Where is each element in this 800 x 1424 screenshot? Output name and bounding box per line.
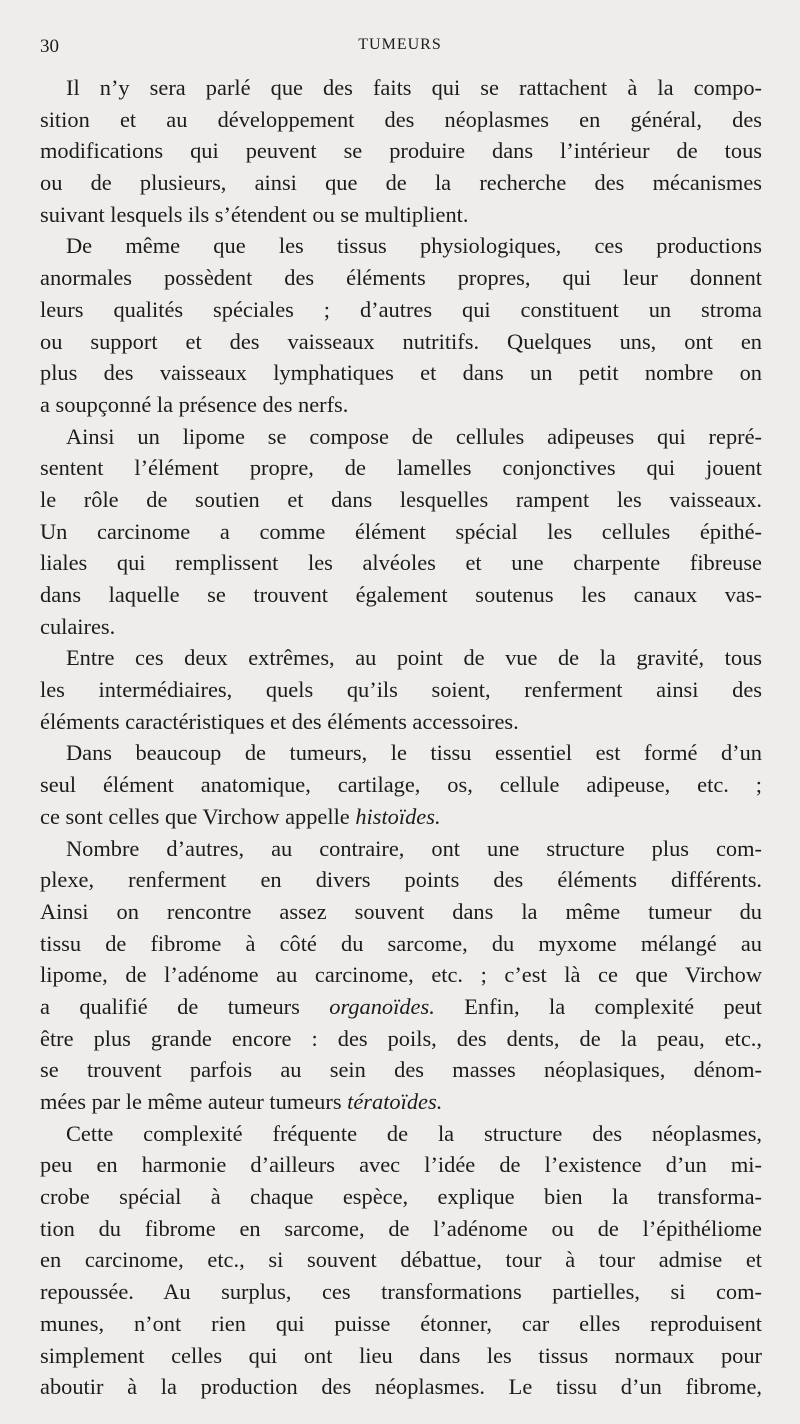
text-line: Il n’y sera parlé que des faits qui se rattachent à la compo- xyxy=(66,75,762,100)
text-line: anormales possèdent des éléments propres, qui leur donnent xyxy=(40,265,762,291)
text-line: De même que les tissus physiologiques, ces productions xyxy=(66,233,762,259)
text-line: Entre ces deux extrêmes, au point de vue de la gravité, tous xyxy=(66,645,762,671)
text-line: sentent l’élément propre, de lamelles conjonctives qui jouent xyxy=(40,455,762,481)
text-line: Cette complexité fréquente de la structure des néoplasmes, xyxy=(66,1120,762,1146)
text-line: éléments caractéristiques et des éléments accessoires. xyxy=(40,708,519,734)
text-line: plus des vaisseaux lymphatiques et dans un petit nombre on xyxy=(40,360,762,386)
text-line: aboutir à la production des néoplasmes. Le tissu d’un fibrome, xyxy=(40,1374,762,1400)
paragraph xyxy=(40,737,762,832)
text-line: sition et au développement des néoplasmes en général, des xyxy=(40,106,762,132)
text-line: tion du fibrome en sarcome, de l’adénome ou de l’épithéliome xyxy=(40,1215,762,1241)
paragraph xyxy=(40,421,762,643)
text-line: tissu de fibrome à côté du sarcome, du myxome mélangé au xyxy=(40,930,762,956)
text-line: se trouvent parfois au sein des masses néoplasiques, dénom- xyxy=(40,1057,762,1083)
text-line: munes, n’ont rien qui puisse étonner, car elles reproduisent xyxy=(40,1310,762,1336)
paragraph xyxy=(40,642,762,737)
paragraph xyxy=(40,230,762,420)
text-line: Un carcinome a comme élément spécial les cellules épithé- xyxy=(40,518,762,544)
text-line: Ainsi un lipome se compose de cellules adipeuses qui repré- xyxy=(66,423,762,449)
text-line: crobe spécial à chaque espèce, explique bien la transforma- xyxy=(40,1184,762,1210)
running-title: TUMEURS xyxy=(358,36,442,53)
body-text xyxy=(40,72,762,1403)
text-line: Nombre d’autres, au contraire, ont une structure plus com- xyxy=(66,835,762,861)
text-line: liales qui remplissent les alvéoles et une charpente fibreuse xyxy=(40,550,762,576)
text-line: être plus grande encore : des poils, des dents, de la peau, etc., xyxy=(40,1025,762,1051)
paragraph xyxy=(40,72,762,230)
text-line: a qualifié de tumeurs organoïdes. Enfin, la complexité peut xyxy=(40,993,762,1019)
text-line: suivant lesquels ils s’étendent ou se multiplient. xyxy=(40,201,469,227)
text-line: le rôle de soutien et dans lesquelles rampent les vaisseaux. xyxy=(40,486,762,512)
text-line: a soupçonné la présence des nerfs. xyxy=(40,391,349,417)
paragraph xyxy=(40,1118,762,1403)
text-line: Dans beaucoup de tumeurs, le tissu essentiel est formé d’un xyxy=(66,740,762,766)
text-line: simplement celles qui ont lieu dans les tissus normaux pour xyxy=(40,1342,762,1368)
text-line: leurs qualités spéciales ; d’autres qui constituent un stroma xyxy=(40,296,762,322)
italic-term: tératoïdes. xyxy=(347,1089,443,1114)
page-header xyxy=(40,36,760,60)
text-line: ou support et des vaisseaux nutritifs. Quelques uns, ont en xyxy=(40,328,762,354)
text-line: Ainsi on rencontre assez souvent dans la même tumeur du xyxy=(40,898,762,924)
text-line: dans laquelle se trouvent également soutenus les canaux vas- xyxy=(40,582,762,607)
text-line: lipome, de l’adénome au carcinome, etc. ; c’est là ce que Virchow xyxy=(40,962,762,988)
page-number: 30 xyxy=(40,36,59,57)
text-line: peu en harmonie d’ailleurs avec l’idée de l’existence d’un mi- xyxy=(40,1152,762,1178)
text-line: ce sont celles que Virchow appelle histoïdes. xyxy=(40,803,441,829)
text-line: modifications qui peuvent se produire dans l’intérieur de tous xyxy=(40,138,762,164)
text-line: mées par le même auteur tumeurs tératoïdes. xyxy=(40,1089,443,1114)
text-line: repoussée. Au surplus, ces transformations partielles, si com- xyxy=(40,1279,762,1305)
text-line: culaires. xyxy=(40,613,116,639)
text-line: en carcinome, etc., si souvent débattue, tour à tour admise et xyxy=(40,1247,762,1273)
text-line: les intermédiaires, quels qu’ils soient, renferment ainsi des xyxy=(40,677,762,703)
text-line: seul élément anatomique, cartilage, os, cellule adipeuse, etc. ; xyxy=(40,772,762,798)
italic-term: histoïdes. xyxy=(355,803,441,829)
text-line: plexe, renferment en divers points des éléments différents. xyxy=(40,867,762,893)
text-line: ou de plusieurs, ainsi que de la recherche des mécanismes xyxy=(40,170,762,196)
paragraph xyxy=(40,833,762,1118)
italic-term: organoïdes. xyxy=(329,993,435,1019)
